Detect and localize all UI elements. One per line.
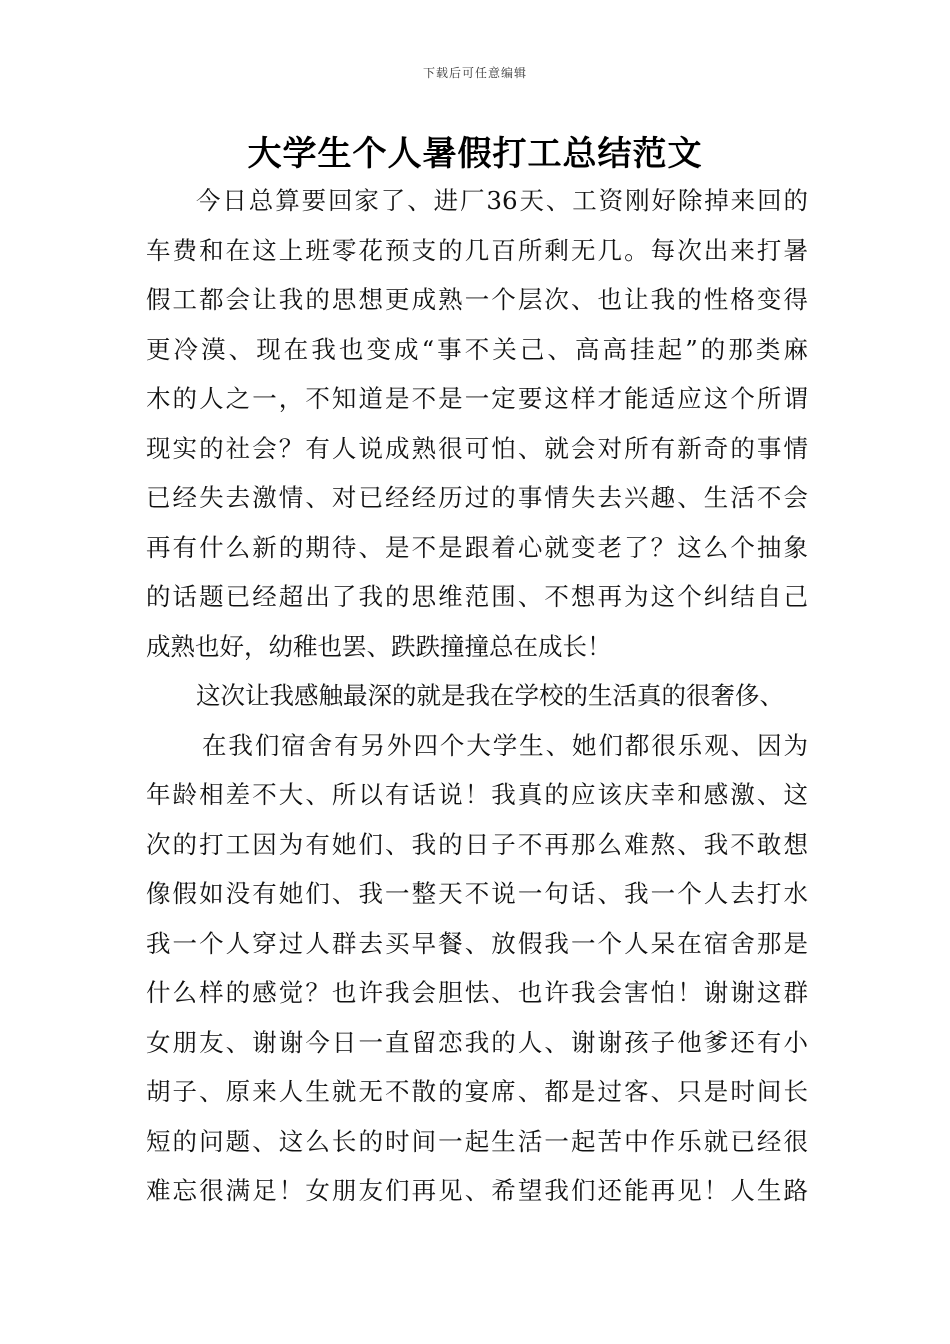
text-line: 再有什么新的期待、是不是跟着心就变老了？这么个抽象 (146, 532, 808, 562)
text-line: 现实的社会？有人说成熟很可怕、就会对所有新奇的事情 (146, 433, 808, 463)
document-title: 大学生个人暑假打工总结范文 (247, 134, 703, 174)
text-line: 假工都会让我的思想更成熟一个层次、也让我的性格变得 (146, 285, 808, 314)
text-line: 更冷漠、现在我也变成“事不关己、高高挂起”的那类麻 (146, 334, 808, 364)
text-line: 木的人之一，不知道是不是一定要这样才能适应这个所谓 (146, 384, 808, 413)
text-line: 难忘很满足！女朋友们再见、希望我们还能再见！人生路 (146, 1176, 808, 1205)
text-line: 女朋友、谢谢今日一直留恋我的人、谢谢孩子他爹还有小 (146, 1027, 808, 1057)
text-line: 胡子、原来人生就无不散的宴席、都是过客、只是时间长 (146, 1077, 808, 1106)
text-line: 像假如没有她们、我一整天不说一句话、我一个人去打水 (146, 879, 808, 908)
text-line: 短的问题、这么长的时间一起生活一起苦中作乐就已经很 (146, 1126, 808, 1156)
text-line: 今日总算要回家了、进厂36天、工资刚好除掉来回的 (196, 186, 808, 215)
text-line: 次的打工因为有她们、我的日子不再那么难熬、我不敢想 (146, 829, 808, 859)
text-line: 车费和在这上班零花预支的几百所剩无几。每次出来打暑 (146, 235, 808, 265)
body-text (146, 176, 808, 1216)
text-line: 年龄相差不大、所以有话说！我真的应该庆幸和感激、这 (146, 780, 808, 809)
text-line: 这次让我感触最深的就是我在学校的生活真的很奢侈、 (196, 681, 784, 710)
text-line: 的话题已经超出了我的思维范围、不想再为这个纠结自己 (146, 582, 808, 611)
text-line: 已经失去激情、对已经经历过的事情失去兴趣、生活不会 (146, 483, 808, 512)
text-line: 在我们宿舍有另外四个大学生、她们都很乐观、因为 (202, 730, 808, 760)
text-line: 成熟也好，幼稚也罢、跌跌撞撞总在成长！ (146, 631, 612, 661)
text-line: 什么样的感觉？也许我会胆怯、也许我会害怕！谢谢这群 (146, 978, 808, 1007)
text-line: 我一个人穿过人群去买早餐、放假我一个人呆在宿舍那是 (146, 928, 808, 958)
header-note: 下载后可任意编辑 (422, 66, 527, 80)
